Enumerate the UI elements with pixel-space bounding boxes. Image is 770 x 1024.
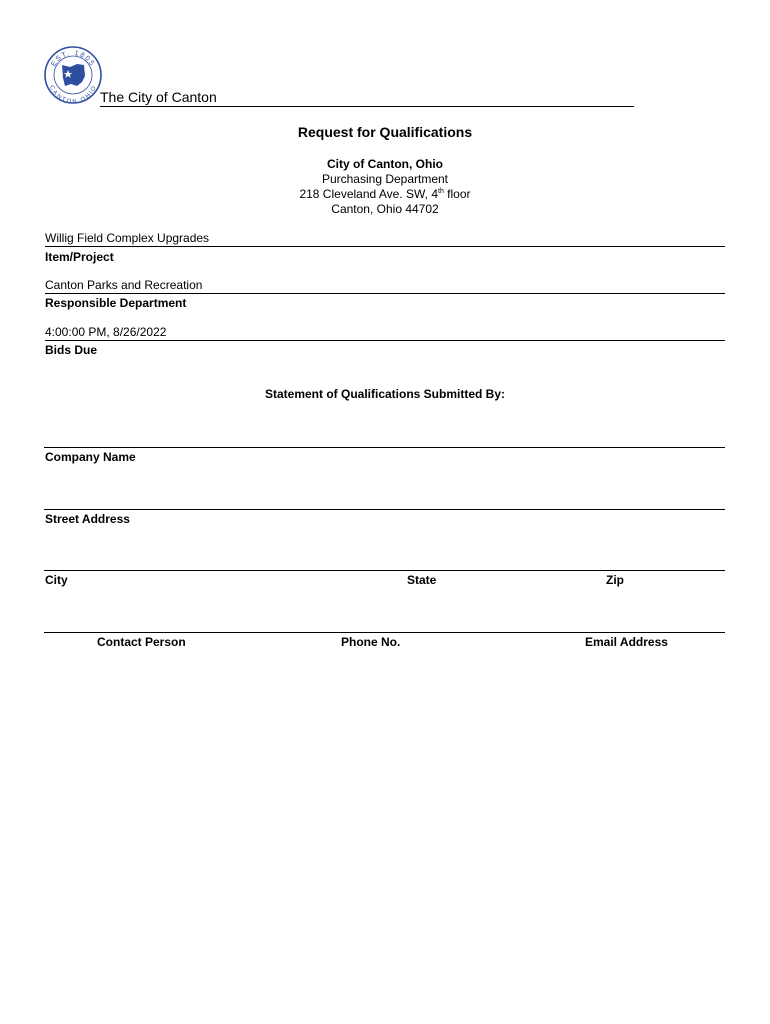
phone-label: Phone No.	[341, 635, 401, 649]
item-project-value: Willig Field Complex Upgrades	[45, 231, 725, 247]
org-name: City of Canton, Ohio	[327, 157, 443, 171]
contact-line[interactable]	[44, 632, 725, 633]
org-address: 218 Cleveland Ave. SW, 4th floor	[299, 187, 471, 201]
seal-top-text: EST. 1805	[50, 49, 96, 68]
department-label: Responsible Department	[45, 296, 187, 310]
street-address-line[interactable]	[44, 509, 725, 510]
city-header: The City of Canton	[100, 88, 634, 107]
seal-bottom-text: CANTON OHIO	[47, 84, 99, 104]
state-label: State	[407, 573, 437, 587]
zip-label: Zip	[606, 573, 624, 587]
org-department: Purchasing Department	[321, 172, 449, 186]
contact-person-label: Contact Person	[97, 635, 186, 649]
company-name-line[interactable]	[44, 447, 725, 448]
document-title: Request for Qualifications	[297, 124, 473, 140]
city-state-zip-line[interactable]	[44, 570, 725, 571]
street-address-label: Street Address	[45, 512, 130, 526]
org-city-line: Canton, Ohio 44702	[331, 202, 439, 216]
email-label: Email Address	[585, 635, 668, 649]
bids-due-value: 4:00:00 PM, 8/26/2022	[45, 325, 725, 341]
company-name-label: Company Name	[45, 450, 136, 464]
item-project-label: Item/Project	[45, 250, 114, 264]
statement-heading: Statement of Qualifications Submitted By:	[264, 387, 506, 401]
city-label: City	[45, 573, 68, 587]
bids-due-label: Bids Due	[45, 343, 98, 357]
city-seal-logo	[44, 46, 102, 104]
department-value: Canton Parks and Recreation	[45, 278, 725, 294]
